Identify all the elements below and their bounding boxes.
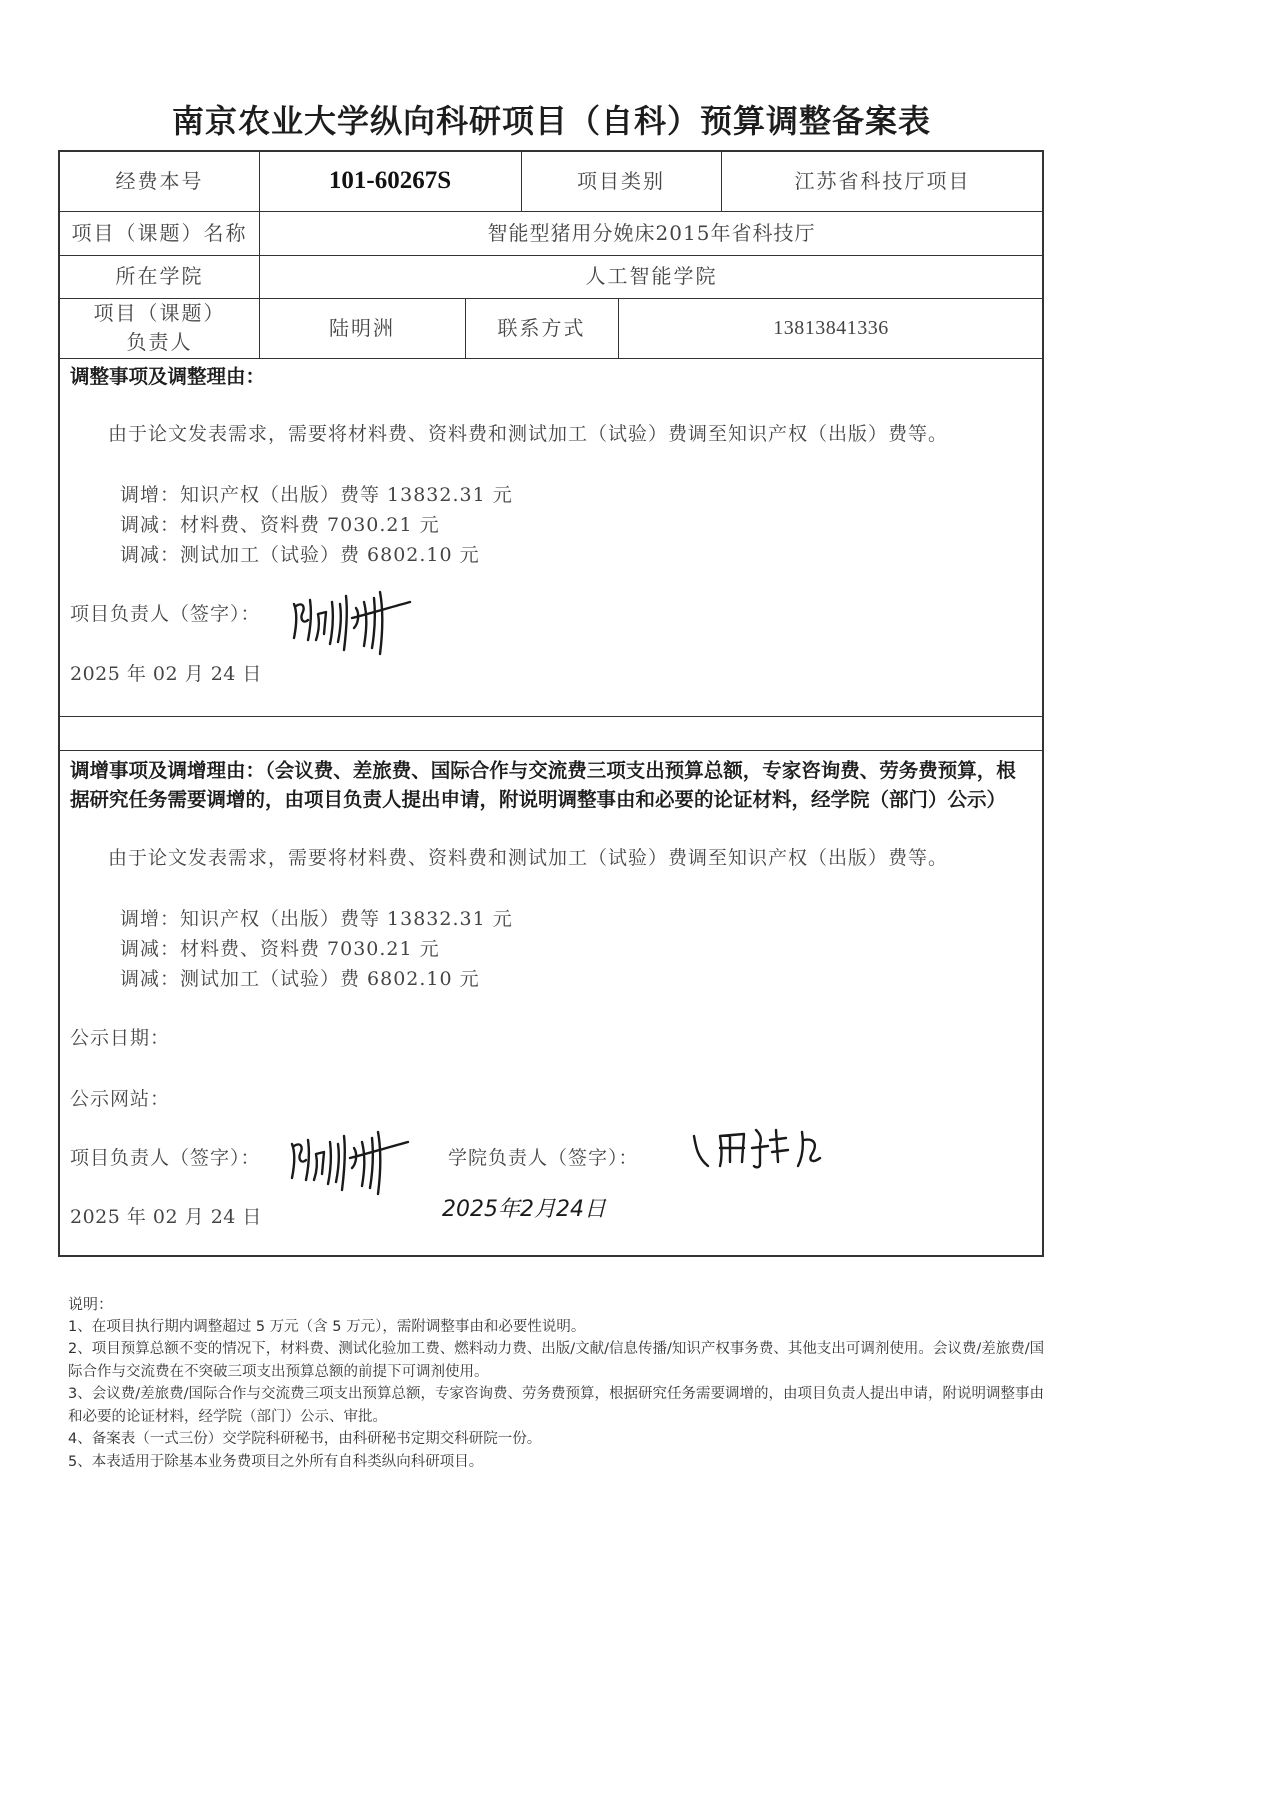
fund-no-value: 101-60267S — [328, 167, 452, 195]
category-label: 项目类别 — [577, 169, 665, 193]
notes-title: 说明： — [68, 1295, 114, 1313]
increase-decrease-line-2: 调减：测试加工（试验）费 6802.10 元 — [120, 968, 480, 990]
college-signature-label: 学院负责人（签字）： — [448, 1147, 639, 1169]
note-item: 2、项目预算总额不变的情况下，材料费、测试化验加工费、燃料动力费、出版/文献/信息传播/知识产权事务费、其他支出可调剂使用。会议费/差旅费/国际合作与交流费在不突破三项支出预算总额的前提下可调剂使用。 — [68, 1341, 1045, 1380]
leader-signature-label-2: 项目负责人（签字）： — [70, 1147, 261, 1169]
note-item: 3、会议费/差旅费/国际合作与交流费三项支出预算总额，专家咨询费、劳务费预算，根据研究任务需要调增的，由项目负责人提出申请，附说明调整事由和必要的论证材料，经学院（部门）公示、审批。 — [68, 1386, 1044, 1425]
adjustment-heading: 调整事项及调整理由： — [70, 365, 266, 388]
note-item: 5、本表适用于除基本业务费项目之外所有自科类纵向科研项目。 — [68, 1453, 484, 1470]
college-value: 人工智能学院 — [585, 264, 718, 288]
adjustment-date: 2025 年 02 月 24 日 — [70, 663, 262, 685]
increase-reason: 由于论文发表需求，需要将材料费、资料费和测试加工（试验）费调至知识产权（出版）费等。 — [108, 847, 949, 869]
contact-label: 联系方式 — [497, 315, 586, 340]
contact-value: 13813841336 — [773, 316, 889, 339]
increase-date: 2025 年 02 月 24 日 — [70, 1206, 262, 1228]
row-divider — [60, 750, 1042, 751]
college-label: 所在学院 — [115, 264, 204, 288]
increase-heading-note: （会议费、差旅费、国际合作与交流费三项支出预算总额，专家咨询费、劳务费预算，根据研究任务需要调增的，由项目负责人提出申请，附说明调整事由和必要的论证材料，经学院（部门）公示） — [70, 759, 1016, 811]
adjustment-decrease-line-1: 调减：材料费、资料费 7030.21 元 — [120, 514, 440, 536]
increase-heading: 调增事项及调增理由： — [70, 759, 266, 782]
leader-value: 陆明洲 — [329, 315, 395, 340]
college-handwritten-date: 2025年2月24日 — [442, 1197, 606, 1222]
project-name-value: 智能型猪用分娩床2015年省科技厅 — [487, 220, 816, 245]
publication-date-label: 公示日期： — [70, 1027, 171, 1049]
note-item: 1、在项目执行期内调整超过 5 万元（含 5 万元），需附调整事由和必要性说明。 — [68, 1318, 586, 1335]
document-title: 南京农业大学纵向科研项目（自科）预算调整备案表 — [171, 102, 931, 140]
fund-no-label: 经费本号 — [115, 169, 204, 193]
publication-site-label: 公示网站： — [70, 1088, 171, 1110]
leader-label-line2: 负责人 — [126, 330, 193, 354]
increase-decrease-line-1: 调减：材料费、资料费 7030.21 元 — [120, 938, 440, 960]
leader-label-line1: 项目（课题） — [93, 301, 226, 325]
leader-signature-2 — [286, 1124, 426, 1196]
adjustment-reason: 由于论文发表需求，需要将材料费、资料费和测试加工（试验）费调至知识产权（出版）费等。 — [108, 423, 949, 445]
adjustment-increase-line: 调增：知识产权（出版）费等 13832.31 元 — [120, 484, 513, 506]
row-divider — [60, 358, 1042, 359]
leader-signature-label: 项目负责人（签字）： — [70, 603, 261, 625]
row-divider — [60, 716, 1042, 717]
increase-increase-line: 调增：知识产权（出版）费等 13832.31 元 — [120, 908, 513, 930]
leader-signature — [288, 584, 428, 656]
adjustment-decrease-line-2: 调减：测试加工（试验）费 6802.10 元 — [120, 544, 480, 566]
note-item: 4、备案表（一式三份）交学院科研秘书，由科研秘书定期交科研院一份。 — [68, 1431, 542, 1447]
notes-section — [68, 1293, 1048, 1473]
category-value: 江苏省科技厅项目 — [794, 169, 971, 193]
project-name-label: 项目（课题）名称 — [71, 220, 248, 245]
increase-heading-block — [70, 756, 1034, 814]
college-signature — [686, 1118, 856, 1180]
leader-label — [60, 298, 259, 358]
budget-form-table — [58, 150, 1044, 1257]
